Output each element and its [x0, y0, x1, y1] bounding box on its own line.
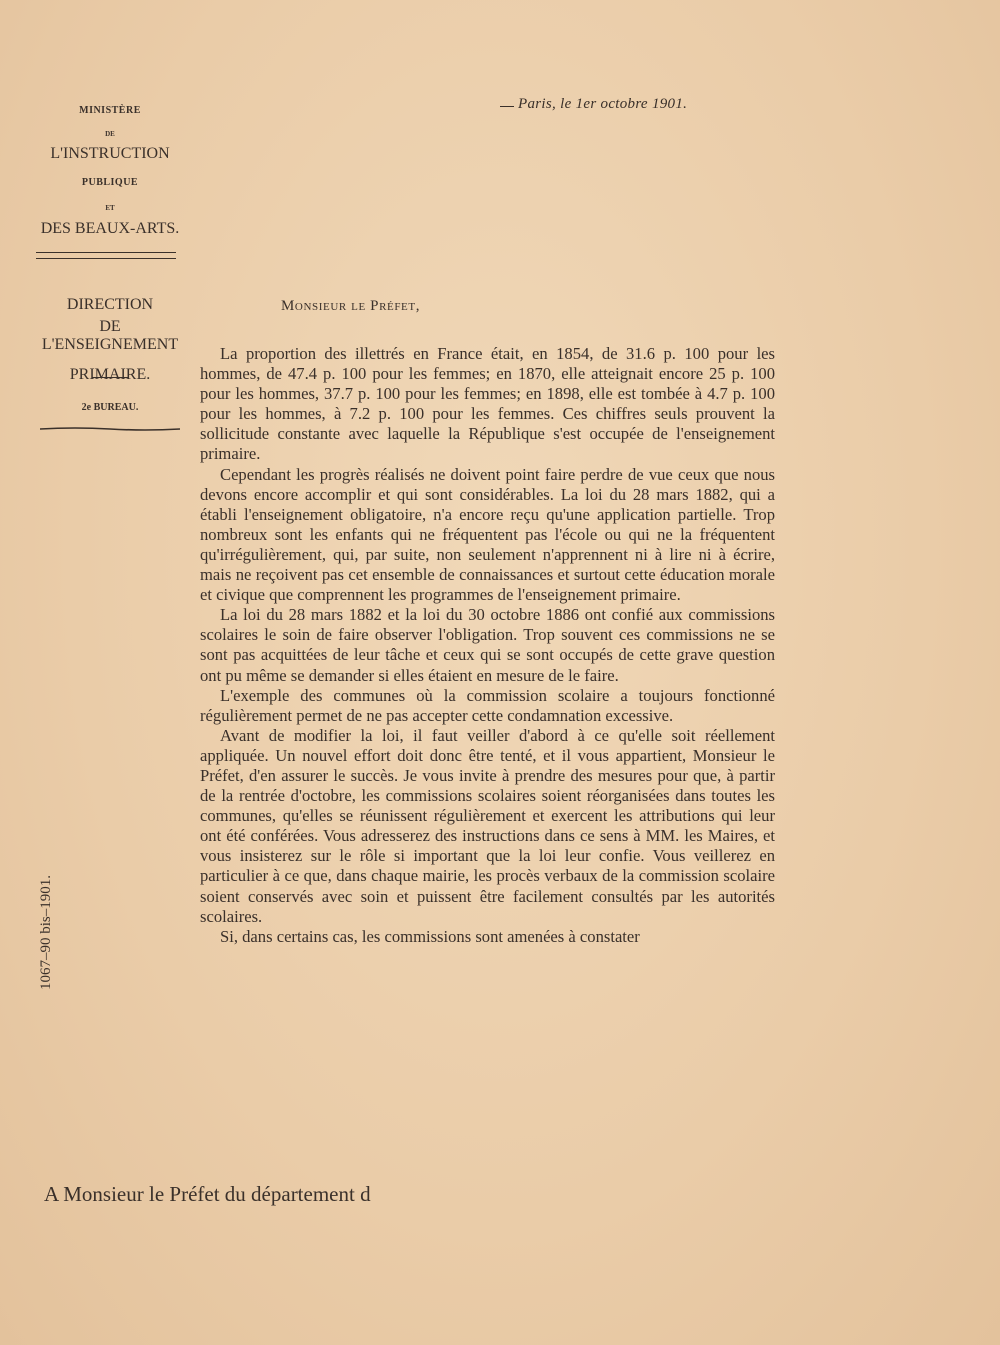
enseignement-label: L'ENSEIGNEMENT	[41, 336, 179, 353]
et-label: ET	[105, 204, 115, 212]
publique-label: PUBLIQUE	[81, 177, 139, 188]
paragraph: Avant de modifier la loi, il faut veiller d'abord à ce qu'elle soit réellement appliquée. Un nouvel effort doit donc être tenté, et il vous appartient, Monsieur le Préfet, d'en assurer le succès. Je vous invite à prendre des mesures pour que, à partir de la rentrée d'octobre, les commissions scolaires soient réorganisées dans toutes les communes, qu'elles se réunissent régulièrement et exercent les attributions qui leur ont été conférées. Vous adresserez des instructions dans ce sens à MM. les Maires, et vous insisterez sur le rôle si important que la loi leur confie. Vous veillerez en particulier à ce que, dans chaque mairie, les procès verbaux de la commission scolaire soient conservés avec soin et puissent être facilement consultés par les autorités scolaires.	[200, 725, 775, 926]
paragraph: Si, dans certains cas, les commissions sont amenées à constater	[220, 926, 640, 946]
direction-label: DIRECTION	[66, 296, 154, 313]
de-label: DE	[105, 130, 115, 138]
date-line: Paris, le 1er octobre 1901.	[518, 96, 688, 112]
side-reference-number: 1067–90 bis–1901.	[38, 874, 54, 990]
paragraph: Cependant les progrès réalisés ne doivent point faire perdre de vue ceux que nous devons encore accomplir et qui sont considérables. La loi du 28 mars 1882, qui a établi l'enseignement obligatoire, n'a encore reçu qu'une application partielle. Trop nombreux sont les enfants qui ne fréquentent pas l'école ou qui ne la fréquentent qu'irrégulièrement, qui, par suite, non seulement n'apprennent ni à lire ni à écrire, mais ne reçoivent pas cet ensemble de connaissances et surtout cette éducation morale et civique que comprennent les programmes de l'enseignement primaire.	[200, 464, 775, 605]
paragraph: L'exemple des communes où la commission scolaire a toujours fonctionné régulièrement permet de ne pas accepter cette condamnation excessive.	[200, 685, 775, 725]
direction-de-label: DE	[99, 318, 121, 335]
beaux-arts-label: DES BEAUX-ARTS.	[40, 220, 180, 237]
ministere-label: MINISTÈRE	[79, 105, 141, 116]
salutation: Monsieur le Préfet,	[281, 298, 421, 314]
date-dash	[500, 106, 514, 107]
primaire-label: PRIMAIRE.	[69, 366, 151, 383]
letter-body	[200, 344, 775, 947]
letterhead-double-rule	[36, 252, 176, 259]
paragraph: La proportion des illettrés en France était, en 1854, de 31.6 p. 100 pour les hommes, de 47.4 p. 100 pour les femmes; en 1870, elle atteignait encore 25 p. 100 pour les hommes, 37.7 p. 100 pour les femmes; en 1898, elle est tombée à 4.7 p. 100 pour les hommes, à 7.2 p. 100 pour les femmes. Ces chiffres seuls prouvent la sollicitude constante avec laquelle la République s'est occupée de l'enseignement primaire.	[200, 344, 775, 464]
paragraph: La loi du 28 mars 1882 et la loi du 30 octobre 1886 ont confié aux commissions scolaires le soin de faire observer l'obligation. Trop souvent ces commissions ne se sont pas acquittées de leur tâche et ceux qui se sont occupés de cette grave question ont pu même se demander si elles étaient en mesure de le faire.	[200, 605, 775, 685]
direction-rule	[92, 377, 128, 378]
ornamental-swash	[40, 425, 180, 433]
addressee-line: A Monsieur le Préfet du département d	[44, 1182, 371, 1206]
bureau-label: 2e BUREAU.	[81, 402, 139, 413]
instruction-label: L'INSTRUCTION	[50, 145, 170, 162]
